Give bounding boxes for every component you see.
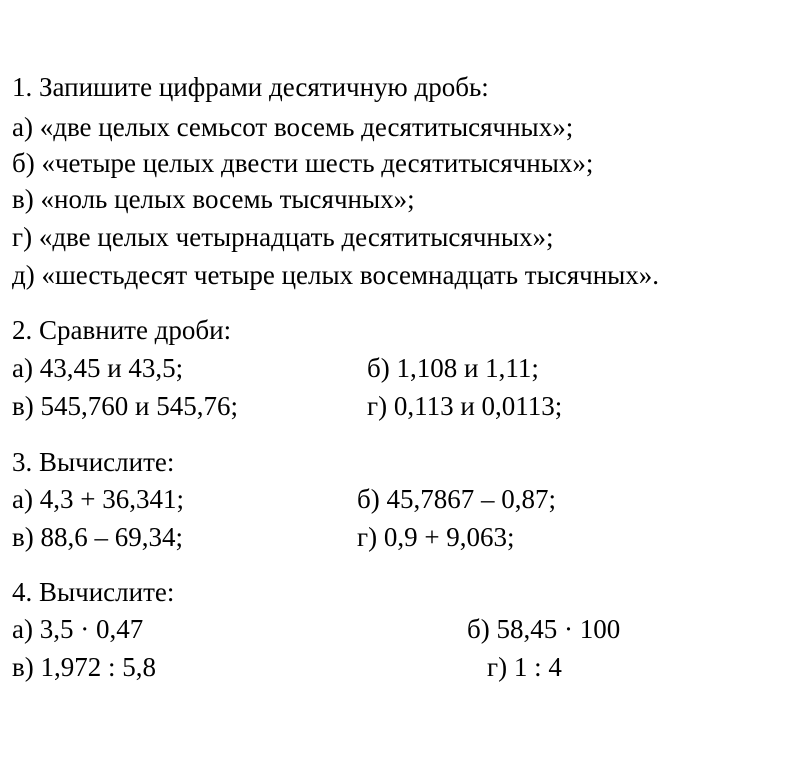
task3-item-b: б) 45,7867 – 0,87; <box>357 484 556 514</box>
task1-title: 1. Запишите цифрами десятичную дробь: <box>12 72 489 102</box>
task4-item-g: г) 1 : 4 <box>487 652 562 682</box>
task4-item-v: в) 1,972 : 5,8 <box>12 652 156 682</box>
task3-item-g: г) 0,9 + 9,063; <box>357 522 515 552</box>
task3-title: 3. Вычислите: <box>12 447 175 477</box>
task2-item-a: а) 43,45 и 43,5; <box>12 353 184 383</box>
task3-item-a: а) 4,3 + 36,341; <box>12 484 184 514</box>
task4-item-a: а) 3,5 · 0,47 <box>12 614 144 644</box>
task2-item-g: г) 0,113 и 0,0113; <box>367 391 563 421</box>
task2-item-b: б) 1,108 и 1,11; <box>367 353 539 383</box>
task1-item-g: г) «две целых четырнадцать десятитысячных»; <box>12 222 554 252</box>
task1-item-d: д) «шестьдесят четыре целых восемнадцать тысячных». <box>12 260 660 290</box>
task3-item-v: в) 88,6 – 69,34; <box>12 522 183 552</box>
task1-item-v: в) «ноль целых восемь тысячных»; <box>12 184 415 214</box>
task2-item-v: в) 545,760 и 545,76; <box>12 391 238 421</box>
task2-title: 2. Сравните дроби: <box>12 315 232 345</box>
task4-item-b: б) 58,45 · 100 <box>467 614 621 644</box>
task1-item-b: б) «четыре целых двести шесть десятитысячных»; <box>12 148 594 178</box>
task4-title: 4. Вычислите: <box>12 577 175 607</box>
task1-item-a: а) «две целых семьсот восемь десятитысячных»; <box>12 112 574 142</box>
